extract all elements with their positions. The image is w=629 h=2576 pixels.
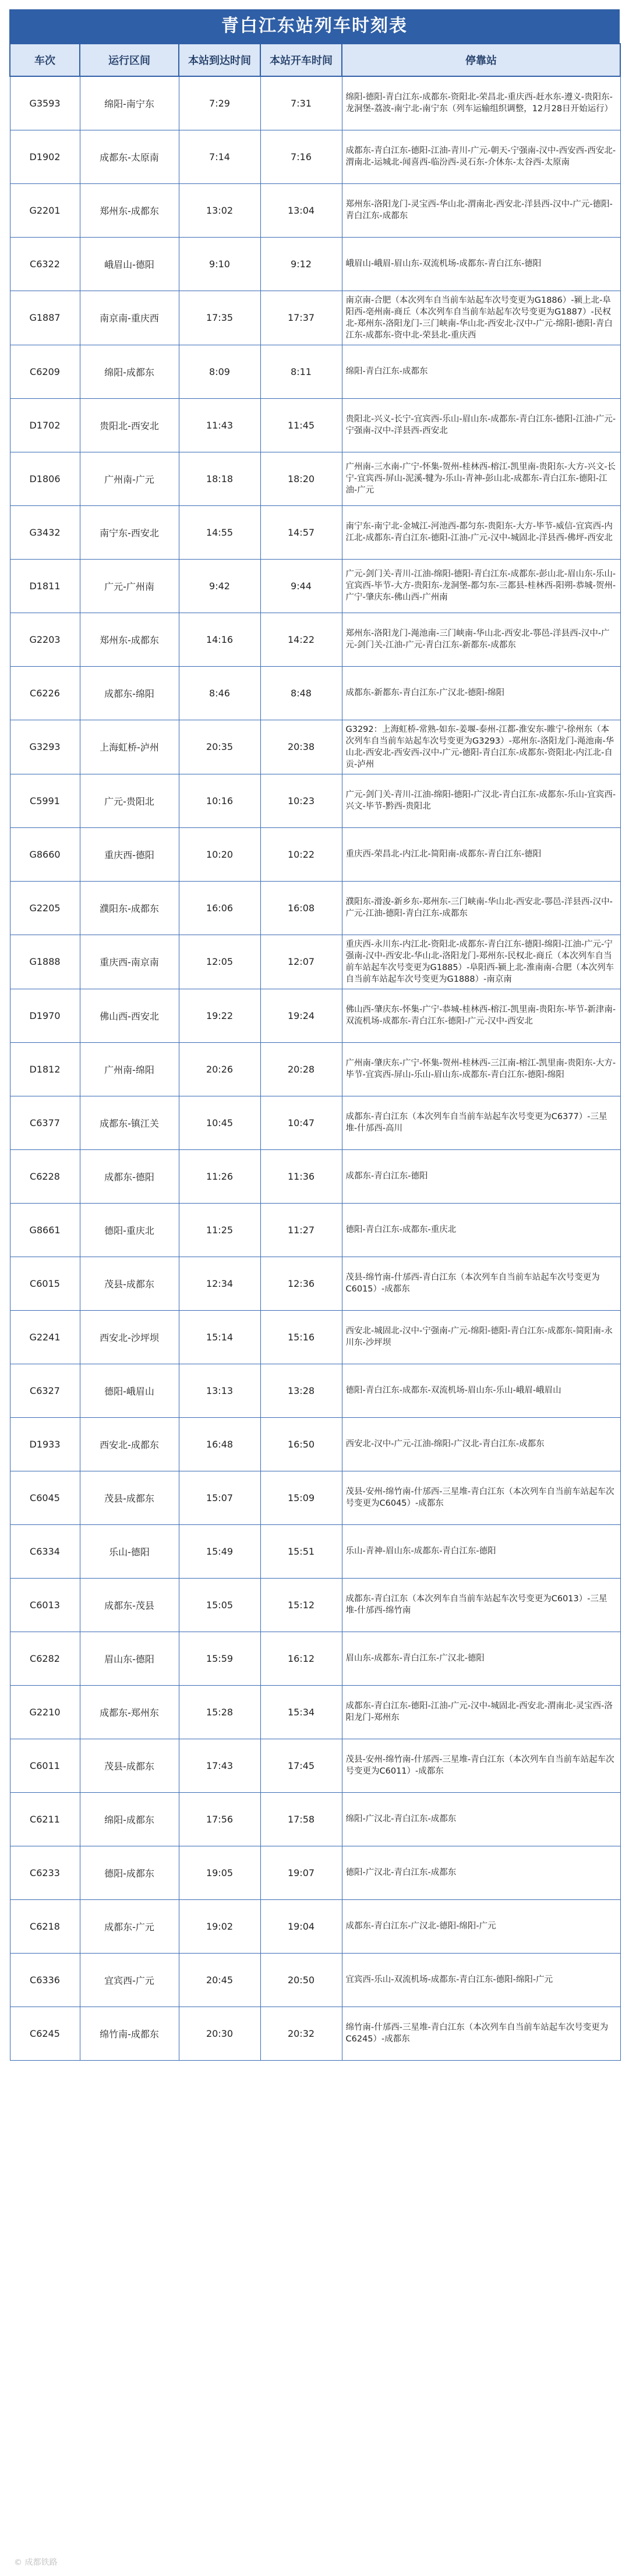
table-row (10, 881, 620, 935)
route-cell: 茂县-成都东 (80, 1257, 179, 1310)
route-cell: 宜宾西-广元 (80, 1953, 179, 2007)
stops-cell: 宜宾西-乐山-双流机场-成都东-青白江东-德阳-绵阳-广元 (342, 1953, 620, 2007)
train-number-cell: D1902 (10, 130, 80, 183)
table-row (10, 1953, 620, 2007)
route-cell: 南京南-重庆西 (80, 291, 179, 345)
departure-time-cell: 7:16 (260, 130, 342, 183)
stops-cell: 贵阳北-兴义-长宁-宜宾西-乐山-眉山东-成都东-青白江东-德阳-江油-广元-宁强南-汉中-洋县西-西安北 (342, 398, 620, 452)
stops-cell: 佛山西-肇庆东-怀集-广宁-恭城-桂林西-榕江-凯里南-贵阳东-毕节-新津南-双流机场-成都东-青白江东-德阳-广元-汉中-西安北 (342, 989, 620, 1042)
table-row (10, 989, 620, 1042)
train-number-cell: C6228 (10, 1149, 80, 1203)
arrival-time-cell: 19:22 (179, 989, 260, 1042)
train-number-cell: C6322 (10, 237, 80, 291)
route-cell: 上海虹桥-泸州 (80, 720, 179, 774)
route-cell: 德阳-成都东 (80, 1846, 179, 1899)
arrival-time-cell: 18:18 (179, 452, 260, 505)
departure-time-cell: 19:04 (260, 1899, 342, 1953)
stops-cell: 茂县-绵竹南-什邡西-青白江东（本次列车自当前车站起车次号变更为C6015）-成都东 (342, 1257, 620, 1310)
train-number-cell: D1933 (10, 1417, 80, 1471)
train-number-cell: G2203 (10, 613, 80, 666)
table-row (10, 1203, 620, 1257)
header-arrival: 本站到达时间 (179, 44, 260, 76)
table-row (10, 1096, 620, 1149)
table-row (10, 774, 620, 827)
arrival-time-cell: 10:45 (179, 1096, 260, 1149)
route-cell: 茂县-成都东 (80, 1471, 179, 1524)
table-row (10, 613, 620, 666)
route-cell: 成都东-太原南 (80, 130, 179, 183)
timetable-table (9, 43, 621, 2061)
arrival-time-cell: 15:05 (179, 1578, 260, 1632)
stops-cell: 成都东-青白江东-德阳-江油-广元-汉中-城固北-西安北-渭南北-灵宝西-洛阳龙门-郑州东 (342, 1685, 620, 1739)
table-row (10, 1632, 620, 1685)
train-number-cell: G8660 (10, 827, 80, 881)
arrival-time-cell: 10:16 (179, 774, 260, 827)
route-cell: 西安北-成都东 (80, 1417, 179, 1471)
stops-cell: 南京南-合肥（本次列车自当前车站起车次号变更为G1886）-颍上北-阜阳西-亳州南-商丘（本次列车自当前车站起车次号变更为G1887）-民权北-郑州东-洛阳龙门-三门峡南-华山北-西安北-汉中-广元-绵阳-德阳-青白江东-成都东-资中北-荣县北-重庆西 (342, 291, 620, 345)
arrival-time-cell: 17:56 (179, 1792, 260, 1846)
departure-time-cell: 20:28 (260, 1042, 342, 1096)
stops-cell: 绵竹南-什邡西-三星堆-青白江东（本次列车自当前车站起车次号变更为C6245）-成都东 (342, 2007, 620, 2060)
train-number-cell: G2241 (10, 1310, 80, 1364)
stops-cell: 德阳-青白江东-成都东-双流机场-眉山东-乐山-峨眉-峨眉山 (342, 1364, 620, 1417)
train-number-cell: C6377 (10, 1096, 80, 1149)
route-cell: 峨眉山-德阳 (80, 237, 179, 291)
departure-time-cell: 8:48 (260, 666, 342, 720)
departure-time-cell: 15:12 (260, 1578, 342, 1632)
stops-cell: 西安北-城固北-汉中-宁强南-广元-绵阳-德阳-青白江东-成都东-简阳南-永川东-沙坪坝 (342, 1310, 620, 1364)
departure-time-cell: 17:37 (260, 291, 342, 345)
stops-cell: 成都东-新都东-青白江东-广汉北-德阳-绵阳 (342, 666, 620, 720)
train-number-cell: G2201 (10, 183, 80, 237)
header-train: 车次 (10, 44, 80, 76)
train-number-cell: D1970 (10, 989, 80, 1042)
route-cell: 成都东-郑州东 (80, 1685, 179, 1739)
table-row (10, 1899, 620, 1953)
table-header-row (10, 44, 620, 76)
departure-time-cell: 15:09 (260, 1471, 342, 1524)
arrival-time-cell: 7:29 (179, 76, 260, 130)
departure-time-cell: 8:11 (260, 345, 342, 398)
table-row (10, 720, 620, 774)
header-route: 运行区间 (80, 44, 179, 76)
departure-time-cell: 12:36 (260, 1257, 342, 1310)
table-row (10, 1257, 620, 1310)
train-number-cell: C6336 (10, 1953, 80, 2007)
header-stops: 停靠站 (342, 44, 620, 76)
departure-time-cell: 16:50 (260, 1417, 342, 1471)
train-number-cell: C6327 (10, 1364, 80, 1417)
route-cell: 绵竹南-成都东 (80, 2007, 179, 2060)
stops-cell: 德阳-广汉北-青白江东-成都东 (342, 1846, 620, 1899)
route-cell: 成都东-德阳 (80, 1149, 179, 1203)
train-number-cell: C6015 (10, 1257, 80, 1310)
departure-time-cell: 10:47 (260, 1096, 342, 1149)
stops-cell: 绵阳-广汉北-青白江东-成都东 (342, 1792, 620, 1846)
train-number-cell: C6226 (10, 666, 80, 720)
departure-time-cell: 17:45 (260, 1739, 342, 1792)
arrival-time-cell: 8:09 (179, 345, 260, 398)
departure-time-cell: 15:34 (260, 1685, 342, 1739)
stops-cell: 西安北-汉中-广元-江油-绵阳-广汉北-青白江东-成都东 (342, 1417, 620, 1471)
table-row (10, 1149, 620, 1203)
table-row (10, 183, 620, 237)
stops-cell: 乐山-青神-眉山东-成都东-青白江东-德阳 (342, 1524, 620, 1578)
stops-cell: 茂县-安州-绵竹南-什邡西-三星堆-青白江东（本次列车自当前车站起车次号变更为C6045）-成都东 (342, 1471, 620, 1524)
arrival-time-cell: 15:59 (179, 1632, 260, 1685)
arrival-time-cell: 10:20 (179, 827, 260, 881)
arrival-time-cell: 11:26 (179, 1149, 260, 1203)
route-cell: 广元-广州南 (80, 559, 179, 613)
arrival-time-cell: 14:55 (179, 505, 260, 559)
departure-time-cell: 14:57 (260, 505, 342, 559)
stops-cell: 广州南-三水南-广宁-怀集-贺州-桂林西-榕江-凯里南-贵阳东-大方-兴文-长宁-宜宾西-屏山-泥溪-犍为-乐山-青神-彭山北-成都东-青白江东-德阳-江油-广元 (342, 452, 620, 505)
stops-cell: 郑州东-洛阳龙门-渑池南-三门峡南-华山北-西安北-鄠邑-洋县西-汉中-广元-剑门关-江油-广元-青白江东-新都东-成都东 (342, 613, 620, 666)
departure-time-cell: 16:12 (260, 1632, 342, 1685)
departure-time-cell: 10:23 (260, 774, 342, 827)
stops-cell: 茂县-安州-绵竹南-什邡西-三星堆-青白江东（本次列车自当前车站起车次号变更为C6011）-成都东 (342, 1739, 620, 1792)
table-row (10, 398, 620, 452)
route-cell: 佛山西-西安北 (80, 989, 179, 1042)
route-cell: 重庆西-德阳 (80, 827, 179, 881)
stops-cell: 广元-剑门关-青川-江油-绵阳-德阳-广汉北-青白江东-成都东-乐山-宜宾西-兴文-毕节-黔西-贵阳北 (342, 774, 620, 827)
route-cell: 贵阳北-西安北 (80, 398, 179, 452)
train-number-cell: C6334 (10, 1524, 80, 1578)
table-row (10, 237, 620, 291)
arrival-time-cell: 13:13 (179, 1364, 260, 1417)
route-cell: 绵阳-成都东 (80, 345, 179, 398)
stops-cell: 广州南-肇庆东-广宁-怀集-贺州-桂林西-三江南-榕江-凯里南-贵阳东-大方-毕节-宜宾西-屏山-乐山-眉山东-成都东-青白江东-德阳-绵阳 (342, 1042, 620, 1096)
stops-cell: 德阳-青白江东-成都东-重庆北 (342, 1203, 620, 1257)
departure-time-cell: 9:12 (260, 237, 342, 291)
arrival-time-cell: 19:05 (179, 1846, 260, 1899)
arrival-time-cell: 9:42 (179, 559, 260, 613)
route-cell: 广州南-广元 (80, 452, 179, 505)
watermark: © 成都铁路 (14, 2558, 58, 2567)
arrival-time-cell: 17:35 (179, 291, 260, 345)
departure-time-cell: 16:08 (260, 881, 342, 935)
stops-cell: 成都东-青白江东（本次列车自当前车站起车次号变更为C6013）-三星堆-什邡西-绵竹南 (342, 1578, 620, 1632)
departure-time-cell: 17:58 (260, 1792, 342, 1846)
route-cell: 西安北-沙坪坝 (80, 1310, 179, 1364)
departure-time-cell: 20:38 (260, 720, 342, 774)
arrival-time-cell: 19:02 (179, 1899, 260, 1953)
departure-time-cell: 10:22 (260, 827, 342, 881)
table-row (10, 1739, 620, 1792)
arrival-time-cell: 11:25 (179, 1203, 260, 1257)
table-row (10, 452, 620, 505)
departure-time-cell: 12:07 (260, 935, 342, 989)
stops-cell: 重庆西-永川东-内江北-资阳北-成都东-青白江东-德阳-绵阳-江油-广元-宁强南-汉中-西安北-华山北-洛阳龙门-郑州东-民权北-商丘（本次列车自当前车站起车次号变更为G1885）-阜阳西-颍上北-淮南南-合肥（本次列车自当前车站起车次号变更为G1888）-南京南 (342, 935, 620, 989)
arrival-time-cell: 11:43 (179, 398, 260, 452)
train-number-cell: C6211 (10, 1792, 80, 1846)
train-number-cell: C6045 (10, 1471, 80, 1524)
table-row (10, 1364, 620, 1417)
table-row (10, 935, 620, 989)
arrival-time-cell: 20:45 (179, 1953, 260, 2007)
route-cell: 重庆西-南京南 (80, 935, 179, 989)
train-number-cell: D1811 (10, 559, 80, 613)
table-row (10, 505, 620, 559)
train-number-cell: D1702 (10, 398, 80, 452)
arrival-time-cell: 12:05 (179, 935, 260, 989)
arrival-time-cell: 20:35 (179, 720, 260, 774)
stops-cell: 成都东-青白江东（本次列车自当前车站起车次号变更为C6377）-三星堆-什邡西-高川 (342, 1096, 620, 1149)
stops-cell: 成都东-青白江东-广汉北-德阳-绵阳-广元 (342, 1899, 620, 1953)
stops-cell: 峨眉山-峨眉-眉山东-双流机场-成都东-青白江东-德阳 (342, 237, 620, 291)
train-number-cell: G1887 (10, 291, 80, 345)
table-row (10, 1846, 620, 1899)
departure-time-cell: 15:16 (260, 1310, 342, 1364)
table-row (10, 827, 620, 881)
table-row (10, 1792, 620, 1846)
route-cell: 郑州东-成都东 (80, 183, 179, 237)
header-departure: 本站开车时间 (260, 44, 342, 76)
train-number-cell: C5991 (10, 774, 80, 827)
route-cell: 广元-贵阳北 (80, 774, 179, 827)
departure-time-cell: 20:32 (260, 2007, 342, 2060)
arrival-time-cell: 9:10 (179, 237, 260, 291)
route-cell: 茂县-成都东 (80, 1739, 179, 1792)
route-cell: 成都东-广元 (80, 1899, 179, 1953)
arrival-time-cell: 13:02 (179, 183, 260, 237)
table-row (10, 345, 620, 398)
arrival-time-cell: 15:14 (179, 1310, 260, 1364)
departure-time-cell: 19:07 (260, 1846, 342, 1899)
stops-cell: 濮阳东-滑浚-新乡东-郑州东-三门峡南-华山北-西安北-鄠邑-洋县西-汉中-广元-江油-德阳-青白江东-成都东 (342, 881, 620, 935)
route-cell: 绵阳-成都东 (80, 1792, 179, 1846)
table-row (10, 1578, 620, 1632)
table-row (10, 666, 620, 720)
arrival-time-cell: 15:49 (179, 1524, 260, 1578)
table-body (10, 76, 620, 2060)
stops-cell: G3292：上海虹桥-常熟-如东-姜堰-泰州-江都-淮安东-睢宁-徐州东（本次列车自当前车站起车次号变更为G3293）-郑州东-洛阳龙门-渑池南-华山北-西安北-西安西-汉中-广元-德阳-青白江东-成都东-资阳北-内江北-自贡-泸州 (342, 720, 620, 774)
departure-time-cell: 14:22 (260, 613, 342, 666)
route-cell: 德阳-峨眉山 (80, 1364, 179, 1417)
stops-cell: 绵阳-青白江东-成都东 (342, 345, 620, 398)
stops-cell: 眉山东-成都东-青白江东-广汉北-德阳 (342, 1632, 620, 1685)
train-number-cell: C6245 (10, 2007, 80, 2060)
stops-cell: 绵阳-德阳-青白江东-成都东-资阳北-荣昌北-重庆西-赶水东-遵义-贵阳东-龙洞堡-荔波-南宁北-南宁东（列车运输组织调整，12月28日开始运行） (342, 76, 620, 130)
train-number-cell: G1888 (10, 935, 80, 989)
departure-time-cell: 19:24 (260, 989, 342, 1042)
table-row (10, 1471, 620, 1524)
arrival-time-cell: 17:43 (179, 1739, 260, 1792)
route-cell: 广州南-绵阳 (80, 1042, 179, 1096)
route-cell: 成都东-镇江关 (80, 1096, 179, 1149)
route-cell: 南宁东-西安北 (80, 505, 179, 559)
table-row (10, 1417, 620, 1471)
train-number-cell: G3593 (10, 76, 80, 130)
table-row (10, 2007, 620, 2060)
arrival-time-cell: 8:46 (179, 666, 260, 720)
departure-time-cell: 18:20 (260, 452, 342, 505)
train-number-cell: G2210 (10, 1685, 80, 1739)
train-number-cell: C6011 (10, 1739, 80, 1792)
departure-time-cell: 13:04 (260, 183, 342, 237)
train-number-cell: C6209 (10, 345, 80, 398)
arrival-time-cell: 16:48 (179, 1417, 260, 1471)
train-number-cell: D1806 (10, 452, 80, 505)
arrival-time-cell: 15:07 (179, 1471, 260, 1524)
stops-cell: 成都东-青白江东-德阳 (342, 1149, 620, 1203)
stops-cell: 重庆西-荣昌北-内江北-简阳南-成都东-青白江东-德阳 (342, 827, 620, 881)
train-number-cell: G8661 (10, 1203, 80, 1257)
route-cell: 眉山东-德阳 (80, 1632, 179, 1685)
route-cell: 郑州东-成都东 (80, 613, 179, 666)
page-title: 青白江东站列车时刻表 (9, 9, 620, 43)
arrival-time-cell: 20:30 (179, 2007, 260, 2060)
train-number-cell: C6013 (10, 1578, 80, 1632)
table-row (10, 1524, 620, 1578)
arrival-time-cell: 7:14 (179, 130, 260, 183)
arrival-time-cell: 15:28 (179, 1685, 260, 1739)
train-number-cell: G3432 (10, 505, 80, 559)
stops-cell: 广元-剑门关-青川-江油-绵阳-德阳-青白江东-成都东-彭山北-眉山东-乐山-宜宾西-毕节-大方-贵阳东-龙洞堡-都匀东-三都县-桂林西-阳朔-恭城-贺州-广宁-肇庆东-佛山西-广州南 (342, 559, 620, 613)
arrival-time-cell: 14:16 (179, 613, 260, 666)
table-row (10, 1042, 620, 1096)
departure-time-cell: 11:36 (260, 1149, 342, 1203)
stops-cell: 郑州东-洛阳龙门-灵宝西-华山北-渭南北-西安北-洋县西-汉中-广元-德阳-青白江东-成都东 (342, 183, 620, 237)
departure-time-cell: 11:45 (260, 398, 342, 452)
departure-time-cell: 13:28 (260, 1364, 342, 1417)
departure-time-cell: 11:27 (260, 1203, 342, 1257)
departure-time-cell: 20:50 (260, 1953, 342, 2007)
route-cell: 濮阳东-成都东 (80, 881, 179, 935)
train-number-cell: C6282 (10, 1632, 80, 1685)
departure-time-cell: 7:31 (260, 76, 342, 130)
departure-time-cell: 9:44 (260, 559, 342, 613)
route-cell: 绵阳-南宁东 (80, 76, 179, 130)
route-cell: 成都东-绵阳 (80, 666, 179, 720)
train-number-cell: C6233 (10, 1846, 80, 1899)
arrival-time-cell: 20:26 (179, 1042, 260, 1096)
route-cell: 德阳-重庆北 (80, 1203, 179, 1257)
train-number-cell: G3293 (10, 720, 80, 774)
table-row (10, 1310, 620, 1364)
route-cell: 乐山-德阳 (80, 1524, 179, 1578)
train-number-cell: G2205 (10, 881, 80, 935)
table-row (10, 291, 620, 345)
departure-time-cell: 15:51 (260, 1524, 342, 1578)
table-row (10, 130, 620, 183)
train-number-cell: D1812 (10, 1042, 80, 1096)
stops-cell: 南宁东-南宁北-金城江-河池西-都匀东-贵阳东-大方-毕节-威信-宜宾西-内江北-成都东-青白江东-德阳-江油-广元-汉中-城固北-洋县西-佛坪-西安北 (342, 505, 620, 559)
table-row (10, 1685, 620, 1739)
table-row (10, 559, 620, 613)
stops-cell: 成都东-青白江东-德阳-江油-青川-广元-朝天-宁强南-汉中-西安西-西安北-渭南北-运城北-闻喜西-临汾西-灵石东-介休东-太谷西-太原南 (342, 130, 620, 183)
arrival-time-cell: 16:06 (179, 881, 260, 935)
route-cell: 成都东-茂县 (80, 1578, 179, 1632)
train-number-cell: C6218 (10, 1899, 80, 1953)
arrival-time-cell: 12:34 (179, 1257, 260, 1310)
table-row (10, 76, 620, 130)
